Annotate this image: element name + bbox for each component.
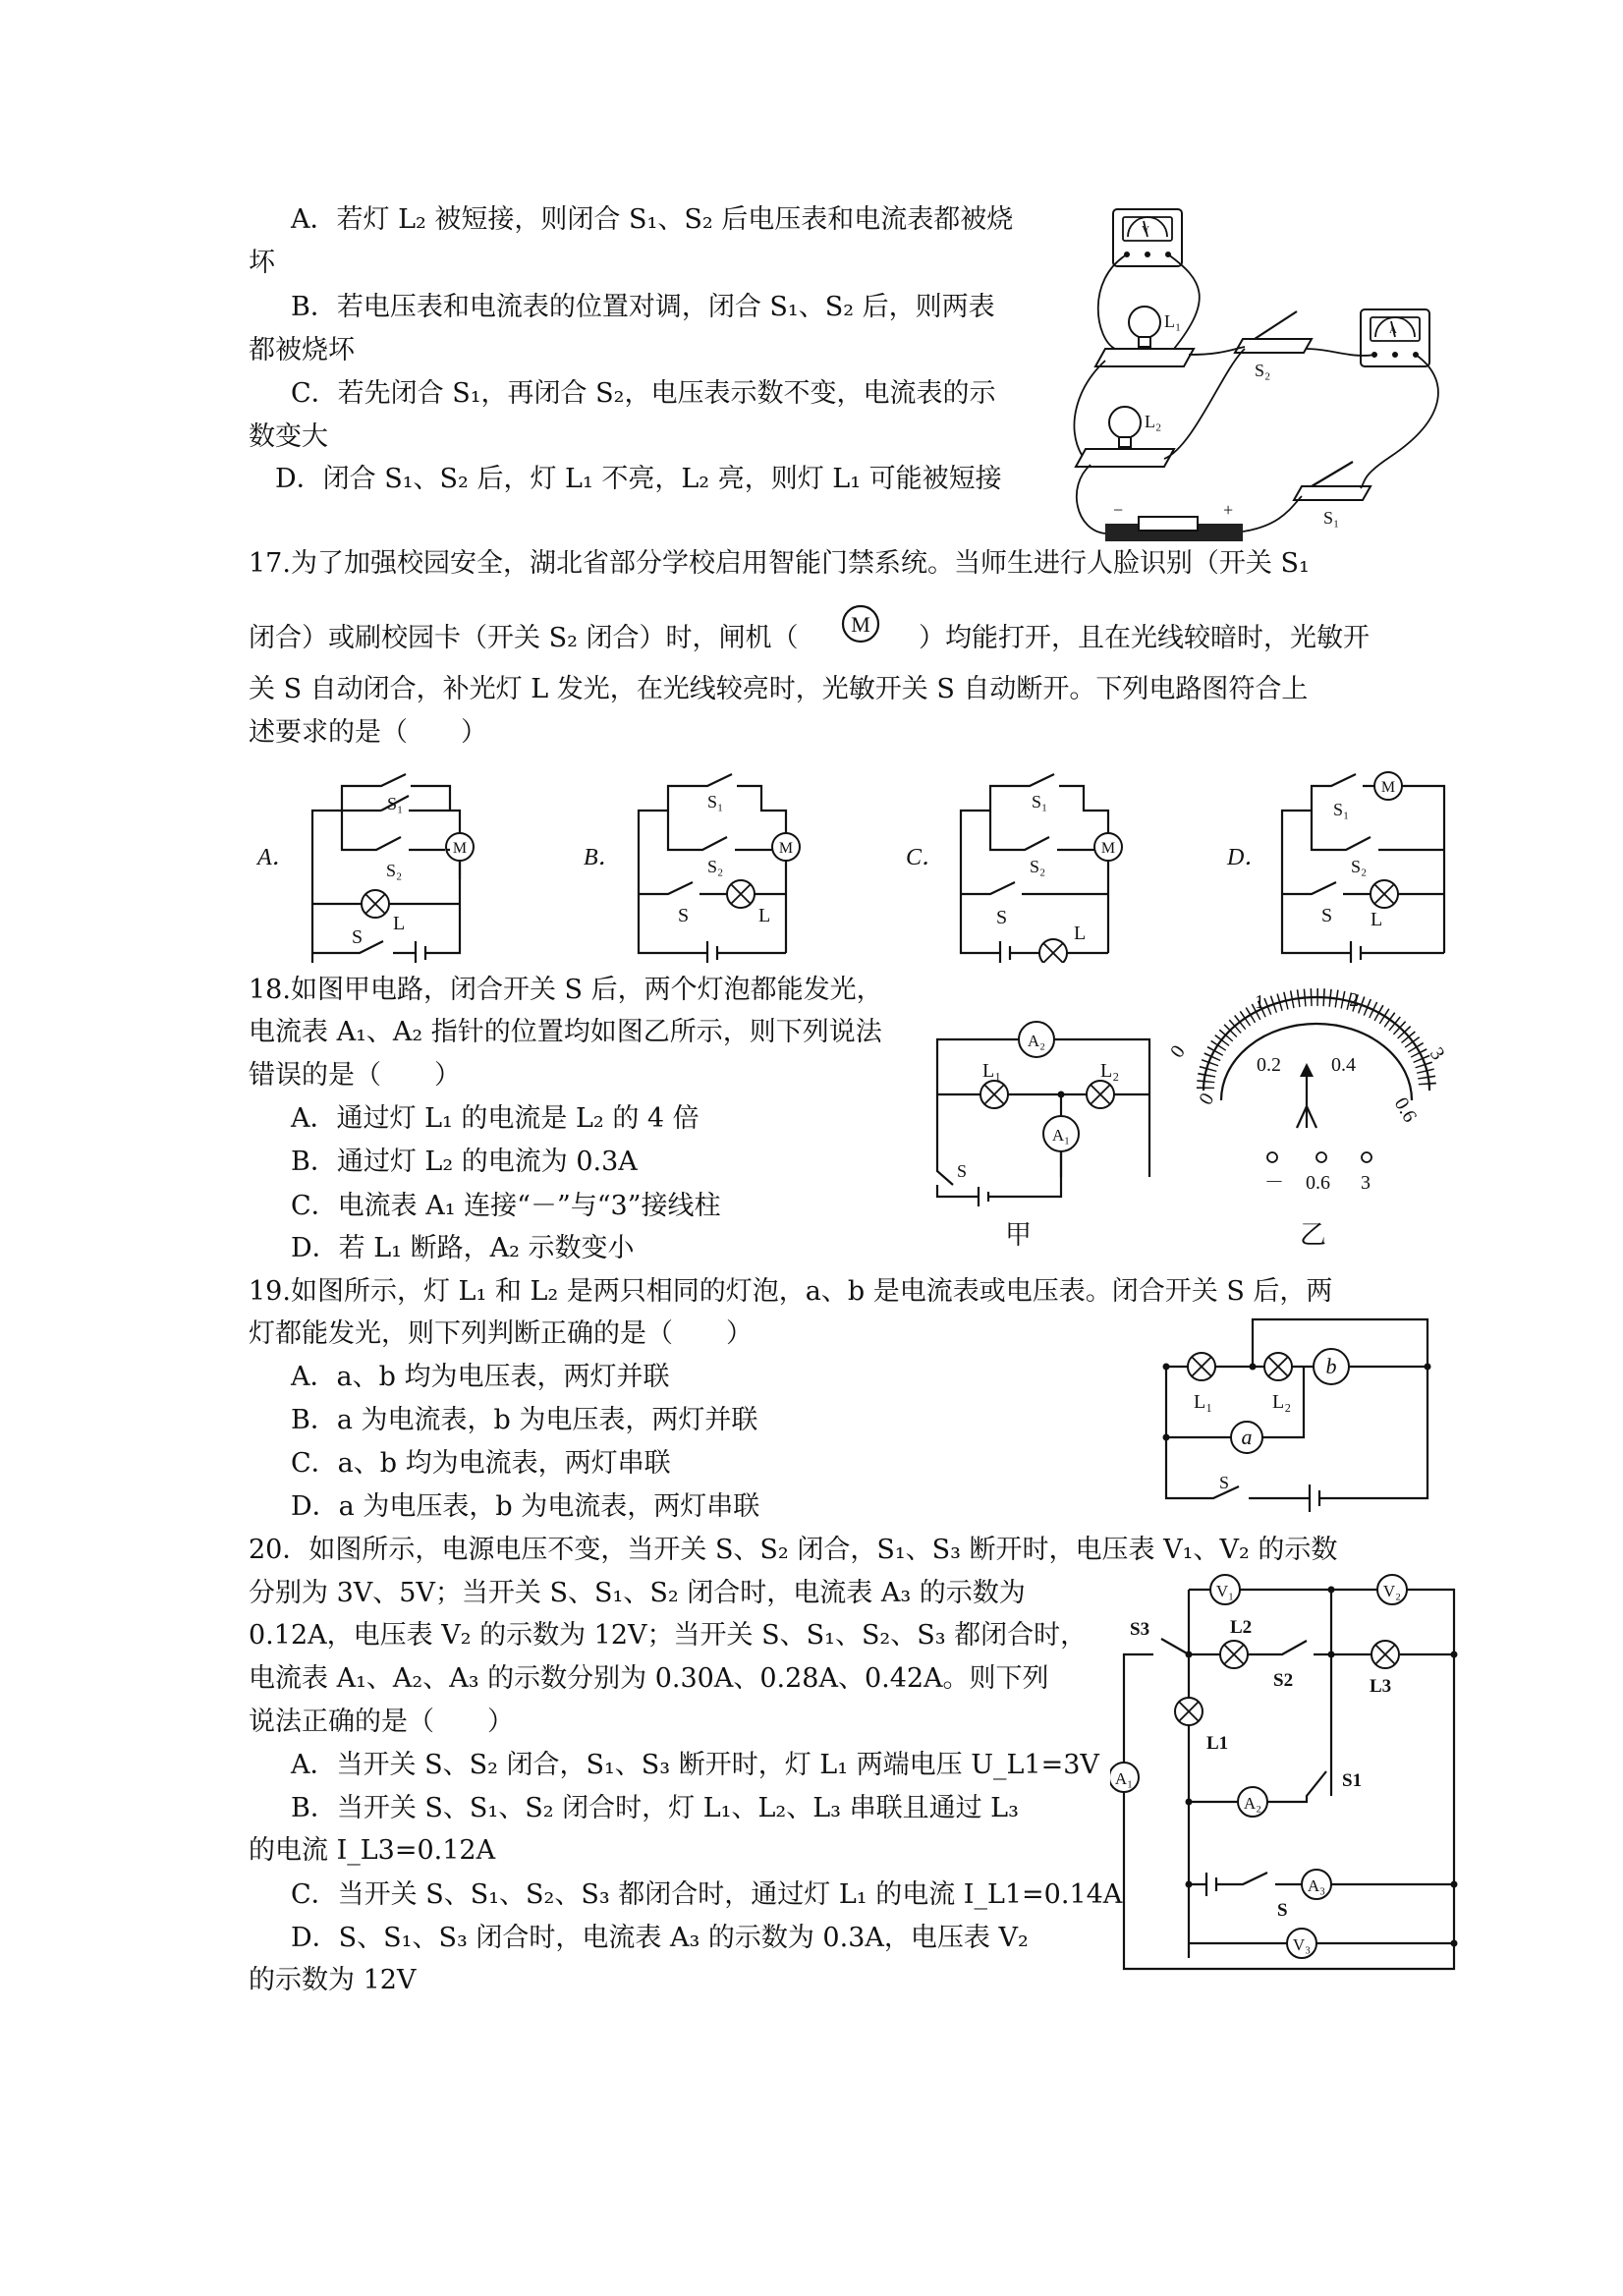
label-l: L	[1371, 909, 1383, 930]
q20-option-b-line2: 的电流 I_L3=0.12A	[249, 1835, 496, 1866]
v2-label: V₂	[1382, 1582, 1402, 1600]
lamp-l2-icon	[1076, 407, 1174, 467]
q17-line4: 述要求的是（ ）	[249, 717, 487, 748]
s3-label: S3	[1130, 1619, 1150, 1640]
label-l1: L₁	[1164, 311, 1182, 331]
v3-label: V₃	[1292, 1935, 1312, 1954]
a2-label: A₂	[1243, 1794, 1262, 1813]
q17-circuit-c	[902, 766, 1138, 963]
lamp-l1-icon	[1095, 307, 1194, 366]
q16-option-c-line2: 数变大	[249, 421, 328, 452]
q16-option-a-line2: 坏	[249, 248, 275, 278]
switch-s1-icon	[1294, 462, 1371, 528]
label-s1: S₁	[1333, 800, 1350, 819]
label-s: S	[352, 926, 364, 948]
a3-label: A₃	[1307, 1876, 1326, 1895]
battery-plus: +	[1223, 500, 1234, 520]
q18-option-d: D．若 L₁ 断路，A₂ 示数变小	[291, 1233, 635, 1263]
top-scale-1: 1	[1255, 991, 1264, 1013]
a1-label: A₁	[1051, 1126, 1071, 1145]
terminal-0-6: 0.6	[1306, 1172, 1330, 1194]
q16-option-d: D．闭合 S₁、S₂ 后，灯 L₁ 不亮，L₂ 亮，则灯 L₁ 可能被短接	[275, 464, 1002, 494]
l2-label: L2	[1230, 1617, 1253, 1638]
q17-circuit-d	[1223, 762, 1459, 963]
q20-line4: 电流表 A₁、A₂、A₃ 的示数分别为 0.30A、0.28A、0.42A。则下列	[249, 1663, 1049, 1694]
bottom-scale-3: 0.6	[1389, 1093, 1422, 1127]
bottom-scale-1: 0.2	[1257, 1054, 1281, 1076]
q16-physical-circuit-figure	[1066, 192, 1459, 550]
bottom-scale-0: 0	[1195, 1089, 1219, 1109]
q17-circuit-a	[253, 766, 489, 963]
q20-line5: 说法正确的是（ ）	[249, 1707, 514, 1737]
a-meter-label: a	[1241, 1425, 1253, 1449]
l1-label: L₁	[1194, 1391, 1213, 1413]
v1-label: V₁	[1215, 1582, 1235, 1600]
top-scale-3: 3	[1425, 1043, 1449, 1065]
q18-option-b: B．通过灯 L₂ 的电流为 0.3A	[291, 1147, 638, 1177]
bottom-scale-2: 0.4	[1331, 1054, 1356, 1076]
top-scale-2: 2	[1349, 989, 1359, 1011]
option-label: B．	[584, 845, 622, 870]
s2-label: S2	[1273, 1670, 1294, 1691]
label-s2: S₂	[707, 857, 724, 876]
m-label: M	[1100, 840, 1116, 857]
label-s1: S₁	[1032, 792, 1048, 812]
q18-line1: 18.如图甲电路，闭合开关 S 后，两个灯泡都能发光，	[249, 975, 883, 1005]
b-meter-label: b	[1325, 1354, 1337, 1378]
q18-option-c: C．电流表 A₁ 连接“－”与“3”接线柱	[291, 1191, 721, 1221]
voltmeter-letter: V	[1142, 224, 1149, 236]
battery-icon	[1105, 500, 1243, 541]
q20-option-c: C．当开关 S、S₁、S₂、S₃ 都闭合时，通过灯 L₁ 的电流 I_L1=0.14A	[291, 1879, 1123, 1910]
m-label: M	[452, 840, 468, 857]
l2-label: L₂	[1100, 1060, 1120, 1082]
label-l: L	[393, 913, 406, 934]
label-l2: L₂	[1145, 412, 1162, 431]
ammeter-letter: A	[1389, 324, 1397, 336]
q19-option-b: B．a 为电流表，b 为电压表，两灯并联	[291, 1405, 758, 1435]
a2-label: A₂	[1027, 1032, 1046, 1050]
q20-line3: 0.12A，电压表 V₂ 的示数为 12V；当开关 S、S₁、S₂、S₃ 都闭合时，	[249, 1620, 1088, 1651]
q19-option-c: C．a、b 均为电流表，两灯串联	[291, 1448, 671, 1479]
label-s: S	[996, 907, 1008, 928]
terminal-3: 3	[1361, 1172, 1371, 1194]
q20-line2: 分别为 3V、5V；当开关 S、S₁、S₂ 闭合时，电流表 A₃ 的示数为	[249, 1578, 1026, 1608]
q18-line2: 电流表 A₁、A₂ 指针的位置均如图乙所示，则下列说法	[249, 1017, 882, 1047]
l2-label: L₂	[1272, 1391, 1292, 1413]
q19-option-a: A．a、b 均为电压表，两灯并联	[291, 1362, 670, 1392]
label-s2: S₂	[1255, 361, 1271, 380]
q16-option-a-line1: A．若灯 L₂ 被短接，则闭合 S₁、S₂ 后电压表和电流表都被烧	[291, 204, 1014, 235]
q19-line1: 19.如图所示，灯 L₁ 和 L₂ 是两只相同的灯泡，a、b 是电流表或电压表。闭合开关 S 后，两	[249, 1276, 1333, 1307]
label-s2: S₂	[386, 861, 403, 880]
q20-line1: 20．如图所示，电源电压不变，当开关 S、S₂ 闭合，S₁、S₃ 断开时，电压表 V₁、V₂ 的示数	[249, 1535, 1338, 1565]
q17-line3: 关 S 自动闭合，补光灯 L 发光，在光线较亮时，光敏开关 S 自动断开。下列电路图符合上	[249, 674, 1309, 704]
q17-line2-b: ）均能打开，且在光线较暗时，光敏开	[919, 623, 1370, 653]
top-scale-0: 0	[1166, 1041, 1190, 1062]
q18-circuit-jia	[923, 1012, 1159, 1218]
pointer-icon	[1297, 1063, 1316, 1128]
terminal-minus: －	[1264, 1172, 1284, 1194]
label-s2: S₂	[1351, 857, 1368, 876]
l1-label: L₁	[982, 1060, 1002, 1082]
q20-option-d-line2: 的示数为 12V	[249, 1965, 417, 1995]
q20-option-b-line1: B．当开关 S、S₁、S₂ 闭合时，灯 L₁、L₂、L₃ 串联且通过 L₃	[291, 1793, 1019, 1823]
q18-line3: 错误的是（ ）	[249, 1060, 461, 1091]
q20-circuit	[1110, 1570, 1464, 1983]
label-s: S	[1321, 905, 1333, 926]
q20-option-a: A．当开关 S、S₂ 闭合，S₁、S₃ 断开时，灯 L₁ 两端电压 U_L1=3V	[291, 1750, 1099, 1780]
motor-letter: M	[851, 612, 870, 637]
motor-symbol-icon	[840, 603, 881, 644]
q17-circuit-b	[580, 766, 815, 963]
battery-minus: −	[1113, 500, 1124, 520]
q20-option-d-line1: D．S、S₁、S₃ 闭合时，电流表 A₃ 的示数为 0.3A，电压表 V₂	[291, 1923, 1029, 1953]
q16-option-b-line2: 都被烧坏	[249, 335, 355, 365]
q16-option-b-line1: B．若电压表和电流表的位置对调，闭合 S₁、S₂ 后，则两表	[291, 292, 995, 322]
q19-circuit	[1154, 1312, 1439, 1513]
l1-label: L1	[1206, 1733, 1229, 1754]
s-label: S	[1277, 1900, 1288, 1921]
l3-label: L3	[1370, 1676, 1392, 1697]
switch-s2-icon	[1235, 311, 1312, 380]
s-label: S	[1219, 1473, 1230, 1492]
option-label: A．	[257, 845, 296, 870]
q18-caption-yi: 乙	[1300, 1220, 1326, 1251]
label-s1: S₁	[707, 792, 724, 812]
m-label: M	[778, 840, 794, 857]
a1-label: A₁	[1114, 1769, 1134, 1788]
q17-line2-a: 闭合）或刷校园卡（开关 S₂ 闭合）时，闸机（	[249, 623, 799, 653]
s1-label: S1	[1342, 1770, 1363, 1791]
q18-option-a: A．通过灯 L₁ 的电流是 L₂ 的 4 倍	[291, 1103, 700, 1134]
q18-ammeter-dial	[1164, 982, 1449, 1228]
m-label: M	[1380, 779, 1396, 796]
q18-caption-jia: 甲	[1005, 1220, 1032, 1251]
q16-option-c-line1: C．若先闭合 S₁，再闭合 S₂，电压表示数不变，电流表的示	[291, 378, 996, 409]
option-label: C．	[906, 845, 946, 870]
label-s: S	[678, 905, 690, 926]
q17-line1: 17.为了加强校园安全，湖北省部分学校启用智能门禁系统。当师生进行人脸识别（开关 S₁	[249, 548, 1310, 579]
label-s1: S₁	[1323, 508, 1340, 528]
label-s2: S₂	[1030, 857, 1046, 876]
q19-option-d: D．a 为电压表，b 为电流表，两灯串联	[291, 1491, 760, 1522]
label-l: L	[758, 905, 771, 926]
s-label: S	[957, 1161, 968, 1181]
q19-line2: 灯都能发光，则下列判断正确的是（ ）	[249, 1318, 753, 1349]
label-l: L	[1074, 923, 1087, 944]
option-label: D．	[1227, 845, 1268, 870]
label-s1: S₁	[387, 794, 404, 813]
